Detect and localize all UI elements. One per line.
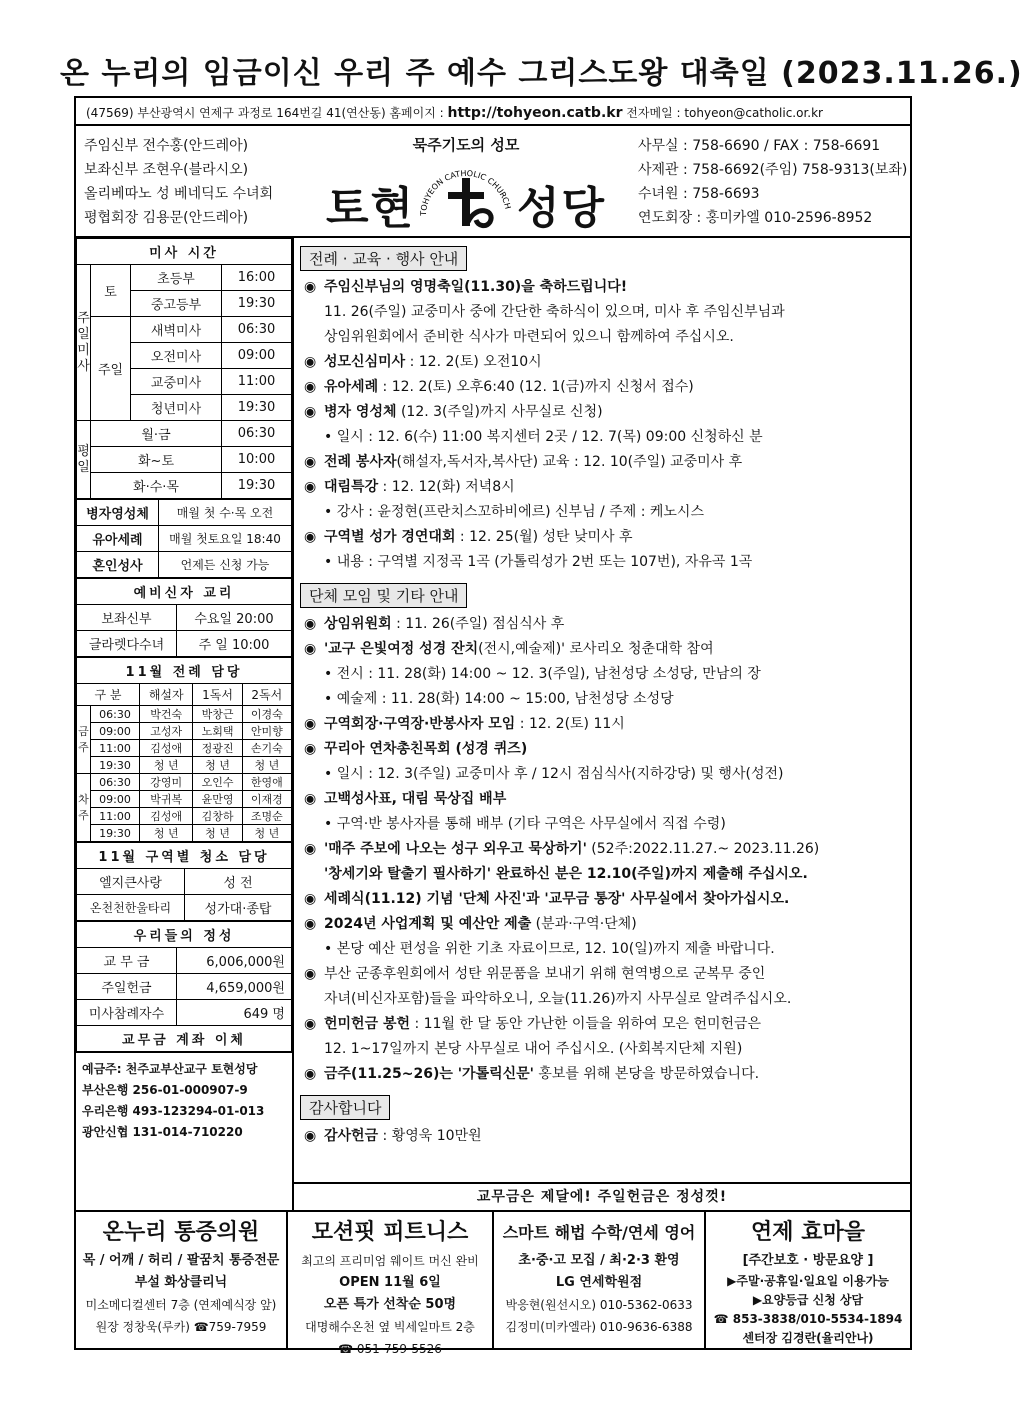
bullet-icon: ◉	[304, 404, 317, 420]
notice-text: (52주:2022.11.27.~ 2023.11.26)	[586, 841, 820, 857]
bullet-icon: ◉	[304, 379, 317, 395]
mass-name: 중고등부	[131, 291, 222, 317]
mass-time: 06:30	[222, 421, 292, 447]
notice-item	[294, 837, 910, 862]
notice-item	[294, 275, 910, 300]
staff-line: 보좌신부 조현우(블라시오)	[84, 162, 249, 178]
logo-name-left: 토현	[326, 183, 416, 234]
bullet-icon: ◉	[304, 741, 317, 757]
notice-detail: • 일시 : 12. 6(수) 11:00 복지센터 2곳 / 12. 7(목) 09:00 신청하신 분	[324, 429, 763, 445]
ads-bar	[76, 1210, 910, 1356]
sacrament-name: 혼인성사	[77, 552, 159, 578]
offering-label: 주일헌금	[77, 974, 177, 1000]
bullet-icon: ◉	[304, 354, 317, 370]
bullet-icon: ◉	[304, 1016, 317, 1032]
mass-day: 화·수·목	[91, 473, 222, 499]
notice-heading: 대림특강	[324, 479, 379, 495]
offering-header: 우리들의 정성	[77, 922, 292, 948]
notice-detail: • 본당 예산 편성을 위한 기초 자료이므로, 12. 10(일)까지 제출 바랍니다.	[324, 941, 775, 957]
liturgy-cell: 19:30	[91, 757, 140, 774]
church-logo	[316, 130, 616, 234]
liturgy-col: 구 분	[77, 684, 140, 706]
catechism-teacher: 보좌신부	[77, 605, 177, 631]
ad-line: ☎ 051-759-5526	[338, 1342, 442, 1356]
ad-line: 원장 정창욱(루카) ☎759-7959	[95, 1320, 267, 1334]
mass-name: 오전미사	[131, 343, 222, 369]
liturgy-cell: 청 년	[140, 825, 193, 842]
contact-list	[638, 134, 907, 230]
church-header	[76, 126, 910, 238]
notice-text: : 12. 25(월) 성탄 낮미사 후	[455, 529, 633, 545]
notice-heading: 헌미헌금 봉헌	[324, 1016, 411, 1032]
address-bar	[76, 98, 910, 126]
notice-heading: 구역회장·구역장·반봉사자 모임	[324, 716, 516, 732]
liturgy-col: 해설자	[140, 684, 193, 706]
mass-time: 06:30	[222, 317, 292, 343]
offering-label: 미사참례자수	[77, 1000, 177, 1026]
liturgy-cell: 손기숙	[242, 740, 291, 757]
cleaning-district: 온천천한울타리	[77, 895, 185, 921]
logo-name	[326, 164, 606, 234]
notice-text: : 12. 2(토) 11시	[515, 716, 625, 732]
contact-line: 사제관 : 758-6692(주임) 758-9313(보좌)	[638, 162, 908, 178]
notice-heading: 금주(11.25~26)는 '가톨릭신문'	[324, 1066, 534, 1082]
ad-line: 목 / 어깨 / 허리 / 팔꿈치 통증전문	[82, 1253, 280, 1268]
contact-line: 수녀원 : 758-6693	[638, 186, 760, 202]
ad-line: 미소메디컬센터 7층 (연제예식장 앞)	[85, 1298, 277, 1312]
notice-list-thanks	[294, 1124, 910, 1149]
sunday-label: 주일	[91, 317, 131, 421]
offering-amount: 6,006,000원	[177, 948, 292, 974]
contact-line: 사무실 : 758-6690 / FAX : 758-6691	[638, 138, 881, 154]
cross-emblem-icon	[418, 164, 514, 230]
notice-heading: 고백성사표, 대림 묵상집 배부	[324, 791, 507, 807]
notice-continuation: 12. 1~17일까지 본당 사무실로 내어 주십시오. (사회복지단체 지원)	[324, 1041, 743, 1057]
offering-slogan: 교무금은 제달에! 주일헌금은 정성껏!	[294, 1182, 910, 1210]
mass-name: 초등부	[131, 265, 222, 291]
ad-line: 최고의 프리미엄 웨이트 머신 완비	[301, 1254, 479, 1268]
staff-list	[84, 134, 273, 230]
notices-column	[294, 238, 910, 1210]
liturgy-cell: 09:00	[91, 791, 140, 808]
left-column	[76, 238, 294, 1210]
mass-day: 화~토	[91, 447, 222, 473]
notice-detail: • 내용 : 구역별 지정곡 1곡 (가톨릭성가 2번 또는 107번), 자유곡 1곡	[324, 554, 753, 570]
ad-care-center	[706, 1212, 910, 1348]
ad-line: 부설 화상클리닉	[134, 1275, 228, 1290]
liturgy-cell: 강영미	[140, 774, 193, 791]
notice-heading: 전례 봉사자	[324, 454, 397, 470]
catechism-time: 주 일 10:00	[177, 631, 292, 657]
liturgy-cell: 09:00	[91, 723, 140, 740]
mass-header: 미사 시간	[77, 239, 292, 265]
liturgy-cell: 이경숙	[242, 706, 291, 723]
liturgy-cell: 김성애	[140, 808, 193, 825]
notice-heading: 성모신심미사	[324, 354, 406, 370]
notice-detail: • 일시 : 12. 3(주일) 교중미사 후 / 12시 점심식사(지하강당) 및 행사(성전)	[324, 766, 784, 782]
liturgy-group-label: 금주	[77, 706, 91, 774]
email-text: 전자메일 : tohyeon@catholic.or.kr	[622, 106, 823, 120]
cleaning-area: 성가대·종탑	[185, 895, 292, 921]
logo-patron: 묵주기도의 성모	[412, 136, 520, 154]
ad-line: ▶요양등급 신청 상담	[752, 1293, 864, 1307]
notice-item	[294, 737, 910, 762]
ad-line: LG 연세학원점	[555, 1275, 643, 1290]
notice-heading: 주임신부님의 영명축일	[324, 279, 465, 295]
mass-day: 월·금	[91, 421, 222, 447]
liturgy-cell: 청 년	[140, 757, 193, 774]
cleaning-district: 엘지큰사랑	[77, 869, 185, 895]
notice-text: 부산 군종후원회에서 성탄 위문품을 보내기 위해 현역병으로 군복무 중인	[324, 966, 766, 982]
notice-item	[294, 400, 910, 425]
notice-text: : 12. 2(토) 오후6:40 (12. 1(금)까지 신청서 접수)	[378, 379, 694, 395]
mass-name: 새벽미사	[131, 317, 222, 343]
offering-amount: 649 명	[177, 1000, 292, 1026]
staff-line: 주임신부 전수홍(안드레아)	[84, 138, 249, 154]
liturgy-cell: 고성자	[140, 723, 193, 740]
sunday-mass-label: 주일미사	[77, 265, 91, 421]
account-line: 광안신협 131-014-710220	[82, 1125, 243, 1139]
notice-item	[294, 450, 910, 475]
offering-table	[76, 921, 292, 1052]
notice-text: 홍보를 위해 본당을 방문하였습니다.	[533, 1066, 760, 1082]
mass-time: 19:30	[222, 395, 292, 421]
notice-heading: 유아세례	[324, 379, 379, 395]
bullet-icon: ◉	[304, 841, 317, 857]
liturgy-cell: 윤만영	[193, 791, 242, 808]
bullet-icon: ◉	[304, 966, 317, 982]
liturgy-cell: 조명순	[242, 808, 291, 825]
ad-line: OPEN 11월 6일	[339, 1275, 441, 1290]
mass-name: 교중미사	[131, 369, 222, 395]
liturgy-col: 1독서	[193, 684, 242, 706]
ad-clinic	[76, 1212, 288, 1348]
sacrament-name: 병자영성체	[77, 500, 159, 526]
notice-heading: '교구 은빛여정 성경 잔치	[324, 641, 479, 657]
sacrament-schedule: 매월 첫 수·목 오전	[159, 500, 292, 526]
section-title-liturgy: 전례 · 교육 · 행사 안내	[300, 246, 467, 271]
liturgy-cell: 청 년	[193, 825, 242, 842]
catechism-header: 예비신자 교리	[77, 579, 292, 605]
ad-line: ▶주말·공휴일·일요일 이용가능	[727, 1274, 889, 1288]
notice-detail: • 구역·반 봉사자를 통해 배부 (기타 구역은 사무실에서 직접 수령)	[324, 816, 726, 832]
liturgy-cell: 김성애	[140, 740, 193, 757]
mass-time: 19:30	[222, 473, 292, 499]
notice-item	[294, 612, 910, 637]
account-line: 예금주: 천주교부산교구 토현성당	[82, 1062, 258, 1076]
staff-line: 올리베따노 성 베네딕도 수녀회	[84, 186, 274, 202]
bullet-icon: ◉	[304, 616, 317, 632]
staff-line: 평협회장 김용문(안드레아)	[84, 210, 249, 226]
bullet-icon: ◉	[304, 1128, 317, 1144]
liturgy-cell: 19:30	[91, 825, 140, 842]
offering-amount: 4,659,000원	[177, 974, 292, 1000]
notice-item	[294, 887, 910, 912]
ad-fitness	[288, 1212, 494, 1356]
notice-text: : 12. 12(화) 저녁8시	[378, 479, 515, 495]
notice-heading: 병자 영성체	[324, 404, 397, 420]
notice-text: : 12. 2(토) 오전10시	[405, 354, 542, 370]
notice-detail: • 강사 : 윤정현(프란치스꼬하비에르) 신부님 / 주제 : 케노시스	[324, 504, 704, 520]
liturgy-cell: 06:30	[91, 774, 140, 791]
notice-text: (해설자,독서자,복사단) 교육 : 12. 10(주일) 교중미사 후	[396, 454, 743, 470]
homepage-link[interactable]: http://tohyeon.catb.kr	[447, 105, 623, 121]
cleaning-table	[76, 842, 292, 921]
saturday-label: 토	[91, 265, 131, 317]
notice-heading: 세례식(11.12) 기념 '단체 사진'과 '교무금 통장' 사무실에서 찾아가십시오.	[324, 891, 790, 907]
notice-text: (분과·구역·단체)	[531, 916, 637, 932]
notice-heading: 감사헌금	[324, 1128, 379, 1144]
mass-name: 청년미사	[131, 395, 222, 421]
section-title-thanks: 감사합니다	[300, 1095, 390, 1120]
ad-title: 스마트 해법 수학/연세 영어	[502, 1223, 696, 1242]
notice-text: : 황영욱 10만원	[378, 1128, 482, 1144]
ad-line: 초·중·고 모집 / 최·2·3 환영	[518, 1253, 680, 1268]
notice-text: (12. 3(주일)까지 사무실로 신청)	[396, 404, 603, 420]
notice-item	[294, 962, 910, 987]
bullet-icon: ◉	[304, 891, 317, 907]
liturgy-cell: 11:00	[91, 808, 140, 825]
ad-line: 센터장 김경란(율리안나)	[742, 1331, 874, 1345]
ad-title: 연제 효마을	[751, 1220, 865, 1245]
liturgy-cell: 11:00	[91, 740, 140, 757]
ad-line: ☎ 853-3838/010-5534-1894	[713, 1312, 903, 1326]
bulletin-title: 온 누리의 임금이신 우리 주 예수 그리스도왕 대축일 (2023.11.26.)	[60, 56, 1023, 91]
sacraments-table	[76, 499, 292, 578]
notice-item	[294, 1012, 910, 1037]
offering-label: 교 무 금	[77, 948, 177, 974]
notice-continuation: 11. 26(주일) 교중미사 중에 간단한 축하식이 있으며, 미사 후 주임신부님과	[324, 304, 785, 320]
cleaning-area: 성 전	[185, 869, 292, 895]
notice-item	[294, 637, 910, 662]
liturgy-cell: 06:30	[91, 706, 140, 723]
bullet-icon: ◉	[304, 716, 317, 732]
ad-line: 김정미(미카엘라) 010-9636-6388	[505, 1320, 693, 1334]
mass-time: 19:30	[222, 291, 292, 317]
notice-item	[294, 912, 910, 937]
sacrament-schedule: 언제든 신청 가능	[159, 552, 292, 578]
account-line: 우리은행 493-123294-01-013	[82, 1104, 265, 1118]
mass-time: 16:00	[222, 265, 292, 291]
liturgy-cell: 오인수	[193, 774, 242, 791]
ad-line: [주간보호 · 방문요양 ]	[742, 1253, 874, 1268]
liturgy-cell: 박건숙	[140, 706, 193, 723]
liturgy-cell: 청 년	[193, 757, 242, 774]
bullet-icon: ◉	[304, 454, 317, 470]
notice-continuation: 상임위원회에서 준비한 식사가 마련되어 있으니 함께하여 주십시오.	[324, 329, 734, 345]
bullet-icon: ◉	[304, 641, 317, 657]
logo-name-right: 성당	[516, 183, 606, 234]
mass-time: 09:00	[222, 343, 292, 369]
notice-item	[294, 1124, 910, 1149]
notice-heading: '매주 주보에 나오는 성구 외우고 묵상하기'	[324, 841, 587, 857]
notice-heading: 꾸리아 연차총친목회 (성경 퀴즈)	[324, 741, 528, 757]
logo-arc-text: TOHYEON CATHOLIC CHURCH	[418, 168, 513, 217]
notice-list-groups	[294, 612, 910, 1087]
notice-text: (11.30)을 축하드립니다!	[464, 279, 628, 295]
liturgy-cell: 노회택	[193, 723, 242, 740]
bullet-icon: ◉	[304, 279, 317, 295]
mass-time: 11:00	[222, 369, 292, 395]
notice-list-liturgy	[294, 275, 910, 575]
account-header: 교무금 계좌 이체	[77, 1026, 292, 1052]
liturgy-col: 2독서	[242, 684, 291, 706]
liturgy-cell: 정광진	[193, 740, 242, 757]
liturgy-cell: 이재경	[242, 791, 291, 808]
notice-item	[294, 787, 910, 812]
liturgy-group-label: 차주	[77, 774, 91, 842]
ad-line: 오픈 특가 선착순 50명	[323, 1297, 457, 1312]
address-text: (47569) 부산광역시 연제구 과정로 164번길 41(연산동) 홈페이지 :	[86, 106, 448, 120]
catechism-teacher: 글라렛다수녀	[77, 631, 177, 657]
mass-schedule-table	[76, 238, 292, 499]
catechism-table	[76, 578, 292, 657]
liturgy-cell: 김창하	[193, 808, 242, 825]
catechism-time: 수요일 20:00	[177, 605, 292, 631]
bulletin-frame	[74, 96, 912, 1356]
notice-heading: 상임위원회	[324, 616, 392, 632]
notice-heading: 구역별 성가 경연대회	[324, 529, 456, 545]
notice-detail: • 전시 : 11. 28(화) 14:00 ~ 12. 3(주일), 남천성당 소성당, 만남의 장	[324, 666, 761, 682]
bullet-icon: ◉	[304, 1066, 317, 1082]
contact-line: 연도회장 : 홍미카엘 010-2596-8952	[638, 210, 873, 226]
liturgy-cell: 안미향	[242, 723, 291, 740]
liturgy-cell: 청 년	[242, 825, 291, 842]
bullet-icon: ◉	[304, 791, 317, 807]
liturgy-cell: 박귀복	[140, 791, 193, 808]
account-details	[76, 1052, 292, 1149]
liturgy-roster-table	[76, 657, 292, 842]
notice-text: : 11월 한 달 동안 가난한 이들을 위하여 모은 헌미헌금은	[410, 1016, 762, 1032]
ad-line: 대명해수온천 옆 빅세일마트 2층	[305, 1320, 475, 1334]
notice-detail: • 예술제 : 11. 28(화) 14:00 ~ 15:00, 남천성당 소성당	[324, 691, 674, 707]
notice-heading: 2024년 사업계획 및 예산안 제출	[324, 916, 532, 932]
bullet-icon: ◉	[304, 529, 317, 545]
ad-title: 모션핏 피트니스	[311, 1220, 469, 1245]
notice-item	[294, 525, 910, 550]
account-line: 부산은행 256-01-000907-9	[82, 1083, 248, 1097]
liturgy-cell: 박창근	[193, 706, 242, 723]
mass-time: 10:00	[222, 447, 292, 473]
notice-text: : 11. 26(주일) 점심식사 후	[391, 616, 565, 632]
liturgy-cell: 청 년	[242, 757, 291, 774]
ad-academy	[494, 1212, 706, 1348]
notice-item	[294, 475, 910, 500]
notice-item	[294, 375, 910, 400]
bullet-icon: ◉	[304, 916, 317, 932]
ad-line: 박응현(원선시오) 010-5362-0633	[505, 1298, 693, 1312]
bullet-icon: ◉	[304, 479, 317, 495]
notice-continuation: 자녀(비신자포함)들을 파악하오니, 오늘(11.26)까지 사무실로 알려주십시오.	[324, 991, 792, 1007]
ad-title: 온누리 통증의원	[102, 1220, 260, 1245]
notice-item	[294, 350, 910, 375]
liturgy-cell: 한영애	[242, 774, 291, 791]
sacrament-name: 유아세례	[77, 526, 159, 552]
cleaning-header: 11월 구역별 청소 담당	[77, 843, 292, 869]
liturgy-header: 11월 전례 담당	[77, 658, 292, 684]
sacrament-schedule: 매월 첫토요일 18:40	[159, 526, 292, 552]
notice-continuation: '창세기와 탈출기 필사하기' 완료하신 분은 12.10(주일)까지 제출해 주십시오.	[324, 866, 808, 882]
notice-item	[294, 712, 910, 737]
section-title-groups: 단체 모임 및 기타 안내	[300, 583, 467, 608]
notice-text: (전시,예술제)' 로사리오 청춘대학 참여	[478, 641, 714, 657]
notice-item	[294, 1062, 910, 1087]
weekday-label: 평일	[77, 421, 91, 499]
